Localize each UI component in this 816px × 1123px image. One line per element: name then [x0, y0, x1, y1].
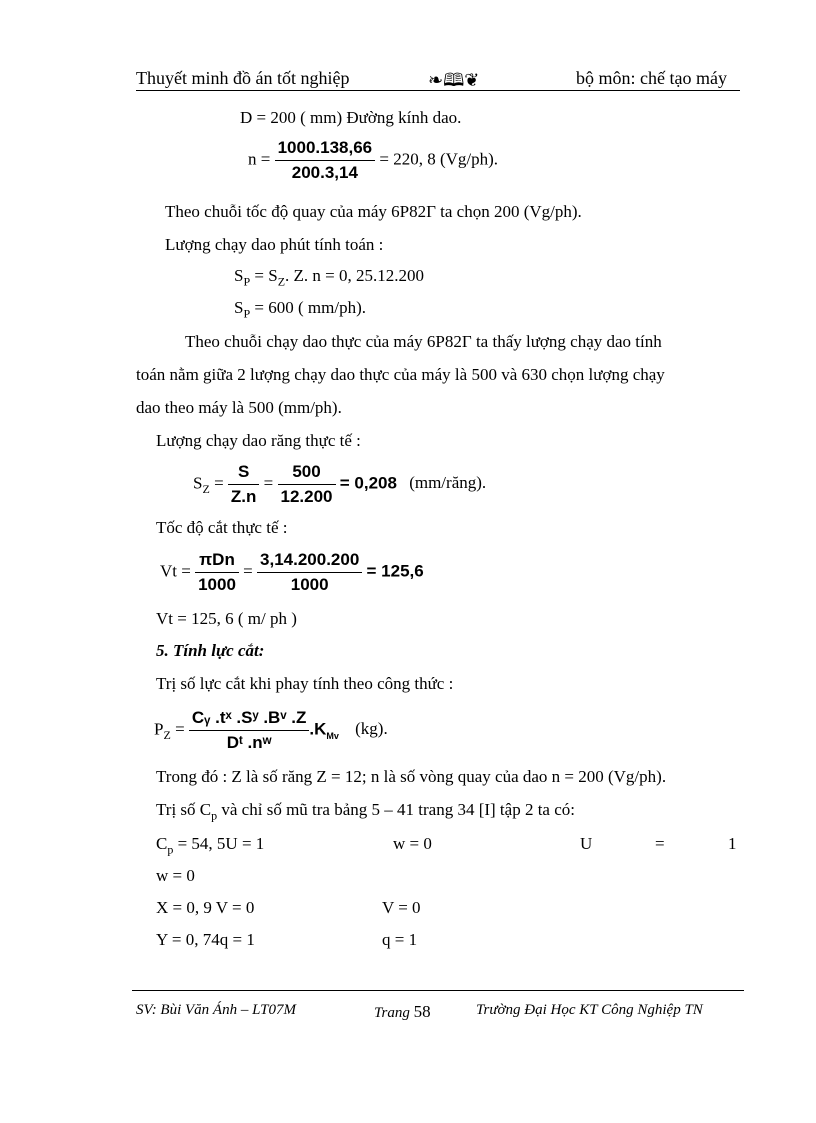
cp-symbol: C: [156, 834, 168, 853]
sz-fraction-2: [278, 462, 336, 507]
pz-k-factor: .K: [309, 719, 327, 739]
footer-right: Trường Đại Học KT Công Nghiệp TN: [476, 1002, 703, 1018]
sz-lhs-subscript: Z: [202, 481, 210, 496]
coef-text-b: và chỉ số mũ tra bảng 5 – 41 trang 34 [I] tập 2 ta có:: [217, 800, 575, 819]
pz-equation: [154, 708, 388, 753]
header-rule: [136, 90, 740, 91]
row1-col4: =: [655, 834, 665, 853]
sz-unit: (mm/răng).: [409, 473, 487, 493]
vt-equation: Vt = $\frac{\text{πDn}}{1000}$ = $\frac{3,14.200.200}{1000}$ = 125,6: [160, 550, 424, 594]
paragraph-line-1: Theo chuỗi chạy dao thực của máy 6P82Γ ta thấy lượng chạy dao tính: [185, 332, 662, 351]
rpm-fraction: [275, 138, 376, 183]
sz-fraction-1: [228, 462, 260, 507]
row4-col2: q = 1: [382, 930, 418, 949]
sp-symbol: S: [234, 266, 244, 285]
row1-col5: 1: [728, 834, 737, 853]
paragraph-line-3: dao theo máy là 500 (mm/ph).: [136, 398, 342, 417]
footer-page-number: 58: [413, 1002, 431, 1021]
sz-f1-numerator: S: [228, 462, 260, 485]
sz-subscript: Z: [277, 274, 286, 289]
sz-f2-denominator: 12.200: [280, 487, 333, 506]
coef-subscript: p: [211, 808, 218, 823]
row3-col2: V = 0: [382, 898, 421, 917]
sz-symbol: = S: [250, 266, 278, 285]
pz-k-subscript: Mv: [326, 730, 339, 741]
force-formula-title: Trị số lực cắt khi phay tính theo công thức :: [156, 674, 454, 693]
diameter-line: D = 200 ( mm) Đường kính dao.: [240, 108, 462, 127]
row2: w = 0: [156, 866, 195, 885]
cp-value: = 54, 5U = 1: [173, 834, 265, 853]
row4-col1: Y = 0, 74q = 1: [156, 930, 255, 949]
sz-equation: $S_Z$ = $\frac{S}{Z.n}$ = $\frac{500}{12.200}$ = 0,208 (mm/răng).: [193, 462, 487, 506]
footer-page: [374, 1002, 431, 1022]
rpm-rhs: = 220, 8 (Vg/ph).: [379, 149, 499, 169]
pz-lhs-subscript: Z: [163, 727, 171, 742]
vt-result: = 125,6: [366, 561, 424, 581]
choose-speed-line: Theo chuỗi tốc độ quay của máy 6P82Γ ta chọn 200 (Vg/ph).: [165, 202, 582, 221]
sp-result: [234, 298, 366, 321]
sz-result: = 0,208: [339, 473, 397, 493]
rpm-lhs: n =: [248, 149, 271, 169]
header-left: Thuyết minh đồ án tốt nghiệp: [136, 68, 350, 88]
where-line: Trong đó : Z là số răng Z = 12; n là số vòng quay của dao n = 200 (Vg/ph).: [156, 767, 667, 786]
sp-result-subscript: P: [243, 306, 251, 321]
sp-result-symbol: S: [234, 298, 244, 317]
pz-fraction: [189, 708, 309, 753]
section-5-heading: 5. Tính lực cắt:: [156, 641, 265, 660]
sp-result-value: = 600 ( mm/ph).: [250, 298, 366, 317]
pz-numerator: Cᵧ .tˣ .Sʸ .Bᵛ .Z: [189, 708, 309, 731]
sz-lhs: S: [193, 473, 203, 493]
rpm-equation: [248, 138, 498, 183]
pz-denominator: Dᵗ .nʷ: [226, 733, 272, 752]
coefficient-line: [156, 800, 575, 823]
footer-left: SV: Bùi Văn Ánh – LT07M: [136, 1002, 296, 1018]
pz-unit: (kg).: [355, 719, 388, 739]
rpm-denominator: 200.3,14: [291, 163, 358, 182]
row3-col1: X = 0, 9 V = 0: [156, 898, 255, 917]
sz-f2-numerator: 500: [278, 462, 336, 485]
pz-lhs: P: [154, 719, 164, 739]
coef-text-a: Trị số C: [156, 800, 212, 819]
feed-calc-title: Lượng chạy dao phút tính toán :: [165, 235, 384, 254]
vt-f1-numerator: πDn: [195, 550, 239, 573]
tooth-feed-title: Lượng chạy dao răng thực tế :: [156, 431, 361, 450]
cp-subscript: p: [167, 842, 174, 857]
sp-equation: [234, 266, 424, 289]
row1-col1: [156, 834, 264, 857]
vt-f2-numerator: 3,14.200.200: [257, 550, 362, 573]
sp-expression: . Z. n = 0, 25.12.200: [285, 266, 425, 285]
vt-fraction-2: [257, 550, 362, 595]
footer-page-prefix: Trang: [374, 1005, 410, 1021]
book-ornament-icon: ❧🕮❦: [428, 70, 480, 90]
vt-f1-denominator: 1000: [198, 575, 236, 594]
vt-fraction-1: [195, 550, 239, 595]
row1-col3: U: [580, 834, 593, 853]
rpm-numerator: 1000.138,66: [275, 138, 376, 161]
row1-col2: w = 0: [393, 834, 432, 853]
vt-f2-denominator: 1000: [290, 575, 329, 594]
sp-subscript: P: [243, 274, 251, 289]
sz-f1-denominator: Z.n: [230, 487, 257, 506]
paragraph-line-2: toán nằm giữa 2 lượng chạy dao thực của máy là 500 và 630 chọn lượng chạy: [136, 365, 665, 384]
footer-rule: [132, 990, 744, 991]
vt-line: Vt = 125, 6 ( m/ ph ): [156, 609, 297, 628]
pz-equals: =: [170, 719, 189, 739]
cut-speed-title: Tốc độ cắt thực tế :: [156, 518, 288, 537]
header-right: bộ môn: chế tạo máy: [576, 68, 727, 88]
sz-equals: =: [209, 473, 228, 493]
vt-lhs: Vt =: [160, 561, 191, 581]
